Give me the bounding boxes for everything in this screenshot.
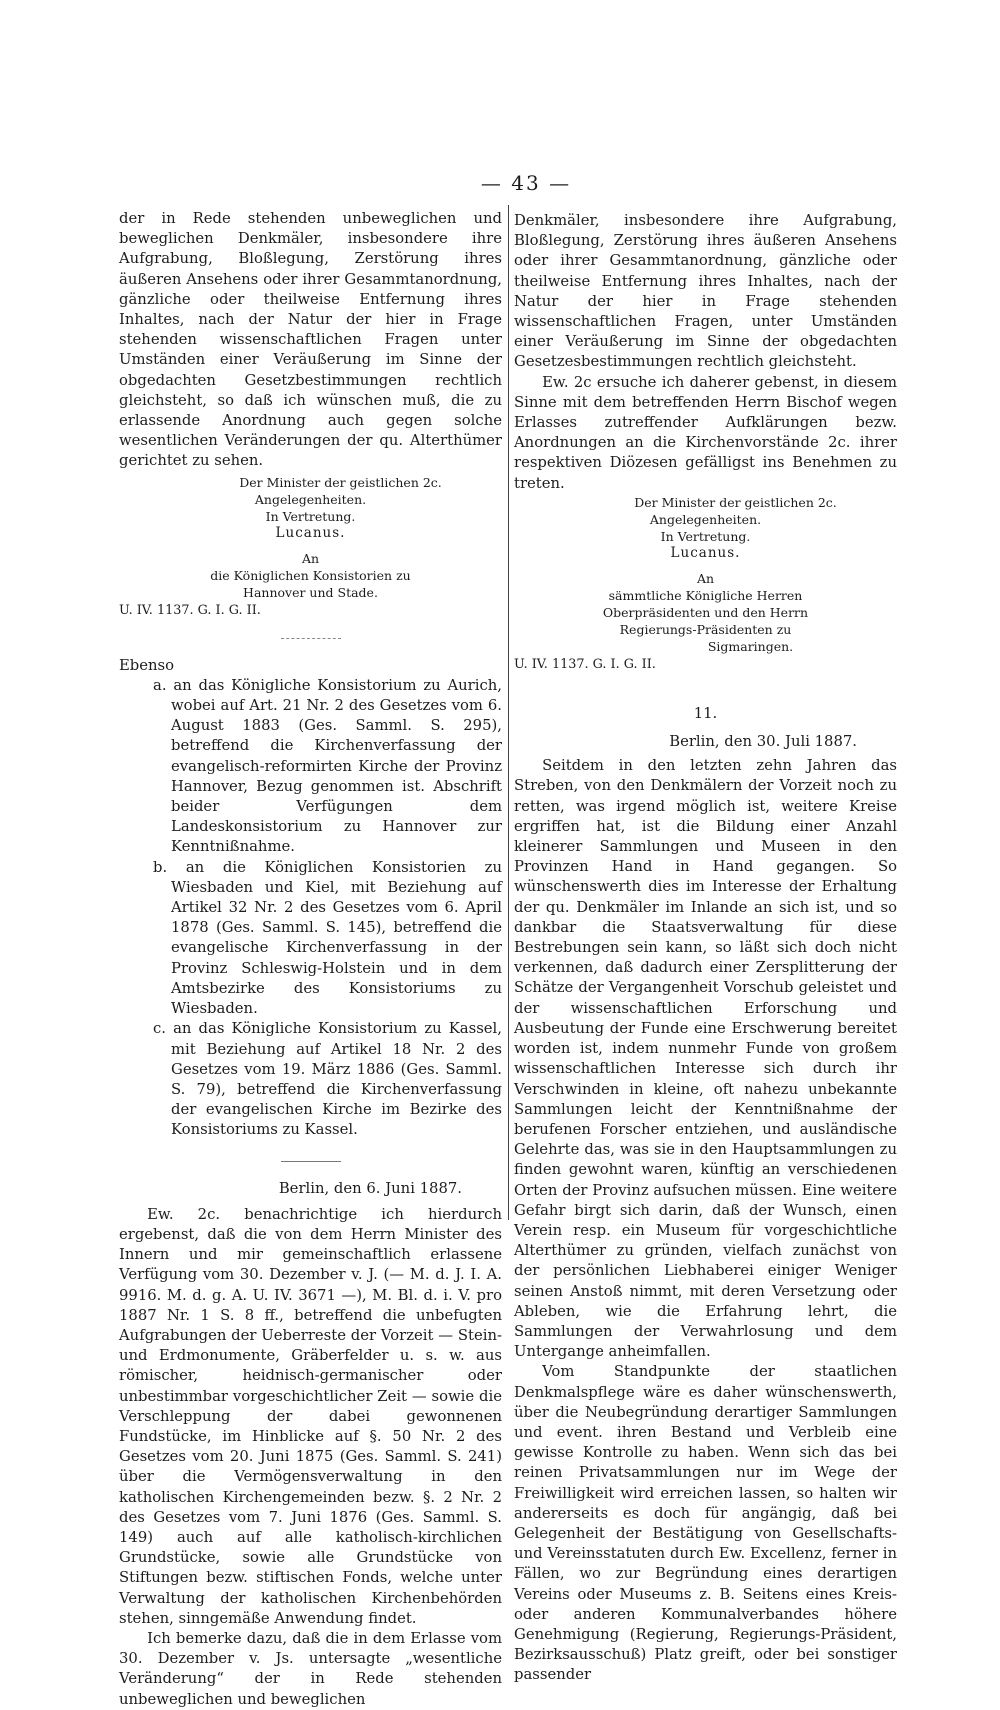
signature-block [119, 474, 502, 542]
ebenso-label: Ebenso [119, 656, 175, 674]
signature-name: Lucanus. [275, 524, 346, 541]
reference-number: U. IV. 1137. G. I. G. II. [514, 656, 656, 672]
body-paragraph: Ich bemerke dazu, daß die in dem Erlasse vom 30. Dezember v. Js. untersagte „wesentliche Veränderung“ der in Rede stehenden unbeweglichen und beweglichen [119, 1629, 502, 1708]
signature-ministry-line2: Angelegenheiten. [254, 491, 367, 507]
dateline: Berlin, den 30. Juli 1887. [669, 733, 857, 751]
signature-ministry-line2: Angelegenheiten. [649, 511, 762, 527]
right-column [514, 211, 897, 1686]
section-number: 11. [693, 704, 718, 722]
body-paragraph: Ew. 2c ersuche ich daherer gebenst, in diesem Sinne mit dem betreffenden Herrn Bischof wegen Erlasses zutreffender Aufklärungen bezw. Anordnungen an die Kirchenvorstände 2c. ihrer respektiven Diözesen gefälligst ins Benehmen zu treten. [514, 373, 897, 492]
addressee-line: Regierungs-Präsidenten zu [619, 621, 792, 637]
addressee-line: die Königlichen Konsistorien zu [210, 567, 411, 583]
list-item: a. an das Königliche Konsistorium zu Aurich, wobei auf Art. 21 Nr. 2 des Gesetzes vom 6. August 1883 (Ges. Samml. S. 295), betreffend die Kirchenverfassung der evangelisch-reformirten Kirche der Provinz Hannover, Bezug genommen ist. Abschrift beider Verfügungen dem Landeskonsistorium zu Hannover zur Kenntnißnahme. [153, 676, 502, 856]
signature-ministry-line: Der Minister der geistlichen 2c. [634, 494, 837, 510]
addressee-line: Oberpräsidenten und den Herrn [602, 604, 809, 620]
signature-deputy-line: In Vertretung. [265, 508, 356, 524]
list-item: b. an die Königlichen Konsistorien zu Wiesbaden und Kiel, mit Beziehung auf Artikel 32 Nr. 2 des Gesetzes vom 6. April 1878 (Ges. Samml. S. 145), betreffend die evangelische Kirchenverfassung in der Provinz Schleswig-Holstein und in dem Amtsbezirke des Konsistoriums zu Wiesbaden. [153, 858, 502, 1018]
reference-number: U. IV. 1137. G. I. G. II. [119, 602, 261, 618]
signature-block [514, 494, 897, 562]
addressee-block [514, 570, 897, 655]
continuation-text: Denkmäler, insbesondere ihre Aufgrabung, Bloßlegung, Zerstörung ihres äußeren Ansehens oder ihrer Gesammtanordnung, gänzliche oder theilweise Entfernung ihres Inhaltes, nach der Natur der hier in Frage stehenden wissenschaftlichen Fragen, unter Umständen einer Veräußerung im Sinne der obgedachten Gesetzesbestimmungen rechtlich gleichsteht. [514, 212, 897, 371]
addressee-line: Sigmaringen. [707, 638, 794, 654]
dateline: Berlin, den 6. Juni 1887. [278, 1179, 462, 1197]
left-column [119, 209, 502, 1710]
signature-ministry-line: Der Minister der geistlichen 2c. [239, 474, 442, 490]
body-paragraph: Vom Standpunkte der staatlichen Denkmalspflege wäre es daher wünschenswerth, über die Neubegründung derartiger Sammlungen und event. ihren Bestand und Verbleib eine gewisse Kontrolle zu haben. Wenn sich das bei reinen Privatsammlungen nur im Wege der Freiwilligkeit wird erreichen lassen, so halten wir andererseits es doch für angängig, daß bei Gelegenheit der Bestätigung von Gesellschafts- und Vereinsstatuten durch Ew. Excellenz, ferner in Fällen, wo zur Begründung eines derartigen Vereins oder Museums z. B. Seitens eines Kreis- oder anderen Kommunalverbandes höhere Genehmigung (Regierung, Regierungs-Präsident, Bezirksausschuß) Platz greift, oder bei sonstiger passender [514, 1363, 897, 1684]
continuation-text: der in Rede stehenden unbeweglichen und beweglichen Denkmäler, insbesondere ihre Aufgrabung, Bloßlegung, Zerstörung ihres äußeren Ansehens oder ihrer Gesammtanordnung, gänzliche oder theilweise Entfernung ihres Inhaltes, nach der Natur der hier in Frage stehenden wissenschaftlichen Fragen unter Umständen einer Veräußerung im Sinne der obgedachten Gesetzbestimmungen rechtlich gleichsteht, so daß ich wünschen muß, die zu erlassende Anordnung auch gegen solche wesentlichen Veränderungen der qu. Alterthümer gerichtet zu sehen. [119, 210, 502, 470]
list-item: c. an das Königliche Konsistorium zu Kassel, mit Beziehung auf Artikel 18 Nr. 2 des Gesetzes vom 19. März 1886 (Ges. Samml. S. 79), betreffend die Kirchenverfassung der evangelischen Kirche im Bezirke des Konsistoriums zu Kassel. [153, 1020, 502, 1139]
body-paragraph: Seitdem in den letzten zehn Jahren das Streben, von den Denkmälern der Vorzeit noch zu retten, was irgend möglich ist, weitere Kreise ergriffen hat, ist die Bildung einer Anzahl kleinerer Sammlungen und Museen in den Provinzen Hand in Hand gegangen. So wünschenswerth dies im Interesse der Erhaltung der qu. Denkmäler im Inlande an sich ist, und so dankbar die Staatsverwaltung für diese Bestrebungen sein kann, so läßt sich doch nicht verkennen, daß dadurch einer Zersplitterung der Schätze der Vergangenheit Vorschub geleistet und der wissenschaftlichen Erforschung und Ausbeutung der Funde eine Erschwerung bereitet worden ist, indem nunmehr Funde von großem wissenschaftlichen Interesse sich durch ihr Verschwinden in kleine, oft nahezu unbekannte Sammlungen leicht der Kenntnißnahme der berufenen Forscher entziehen, und ausländische Gelehrte das, was sie in den Hauptsammlungen zu finden gewohnt waren, künftig an verschiedenen Orten der Provinz aufsuchen müssen. Eine weitere Gefahr birgt sich darin, daß der Wunsch, einen Verein resp. ein Museum für vorgeschichtliche Alterthümer zu gründen, vielfach zunächst von der persönlichen Liebhaberei einiger Weniger seinen Anstoß nimmt, mit deren Versetzung oder Ableben, wie die Erfahrung lehrt, die Sammlungen der Verwahrlosung und dem Untergange anheimfallen. [514, 757, 897, 1361]
page-number: — 43 — [480, 171, 572, 195]
addressee-line: An [696, 570, 715, 586]
addressee-block [119, 550, 502, 601]
section-divider [281, 1161, 341, 1163]
addressee-line: An [301, 550, 320, 566]
column-divider [508, 205, 509, 1220]
signature-name: Lucanus. [670, 544, 741, 561]
addressee-line: sämmtliche Königliche Herren [608, 587, 803, 603]
section-divider [281, 638, 341, 640]
body-paragraph: Ew. 2c. benachrichtige ich hierdurch ergebenst, daß die von dem Herrn Minister des Innern und mir gemeinschaftlich erlassene Verfügung vom 30. Dezember v. J. (— M. d. J. I. A. 9916. M. d. g. A. U. IV. 3671 —), M. Bl. d. i. V. pro 1887 Nr. 1 S. 8 ff., betreffend die unbefugten Aufgrabungen der Ueberreste der Vorzeit — Stein- und Erdmonumente, Gräberfelder u. s. w. aus römischer, heidnisch-germanischer oder unbestimmbar vorgeschichtlicher Zeit — sowie die Verschleppung der dabei gewonnenen Fundstücke, im Hinblicke auf §. 50 Nr. 2 des Gesetzes vom 20. Juni 1875 (Ges. Samml. S. 241) über die Vermögensverwaltung in den katholischen Kirchengemeinden bezw. §. 2 Nr. 2 des Gesetzes vom 7. Juni 1876 (Ges. Samml. S. 149) auch auf alle katholisch-kirchlichen Grundstücke, sowie alle Grundstücke von Stiftungen bezw. stiftischen Fonds, welche unter Verwaltung der katholischen Kirchenbehörden stehen, sinngemäße Anwendung findet. [119, 1205, 502, 1627]
addressee-line: Hannover und Stade. [243, 584, 378, 600]
signature-deputy-line: In Vertretung. [660, 528, 751, 544]
